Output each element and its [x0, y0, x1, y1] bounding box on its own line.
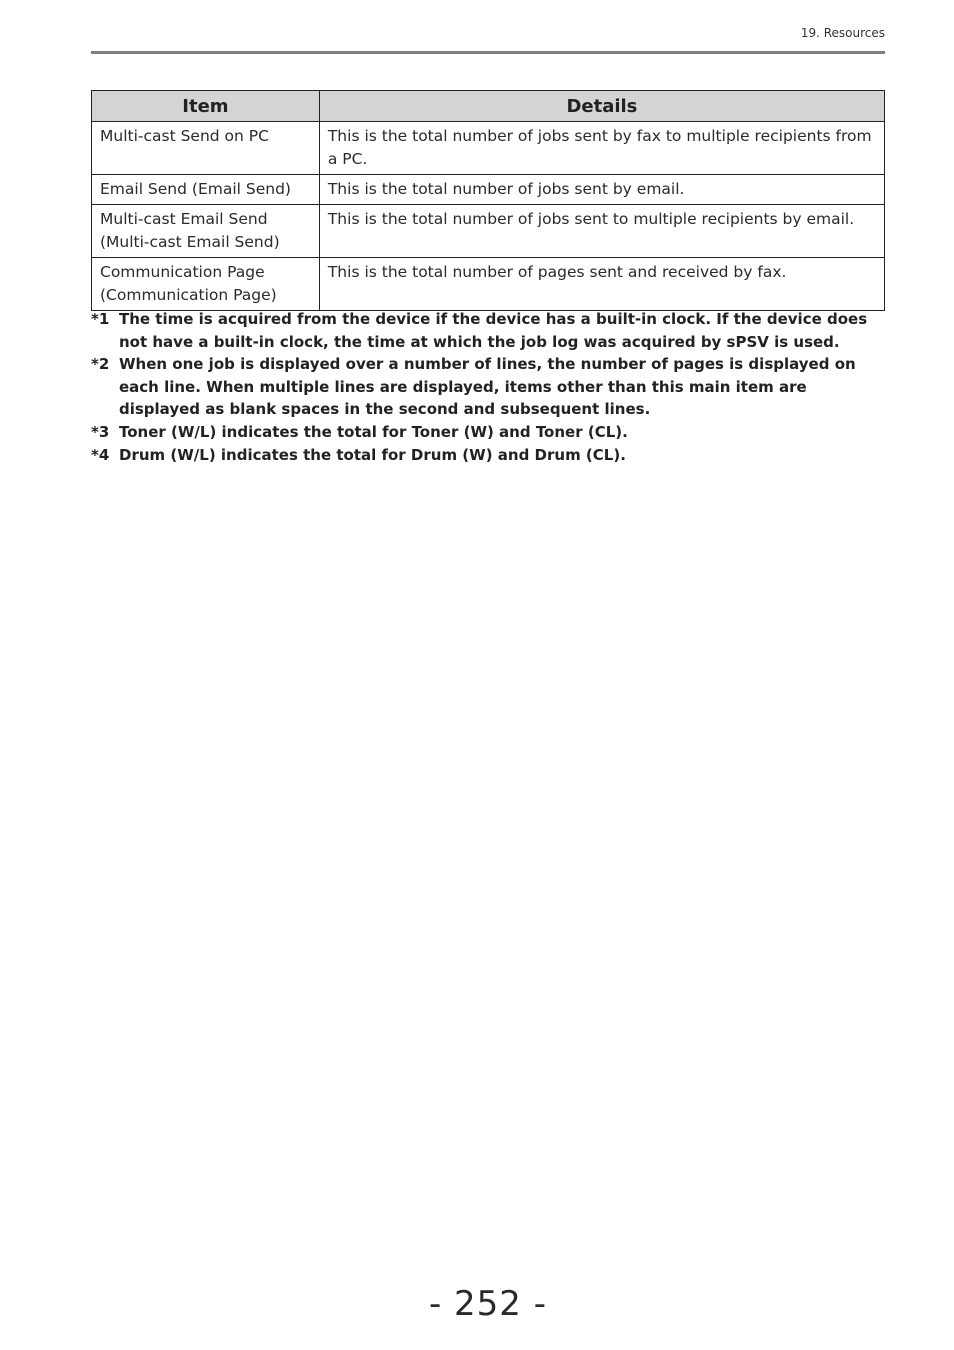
table-row [92, 258, 885, 311]
page-number: - 252 - [428, 1284, 548, 1324]
table-row [92, 175, 885, 205]
row-item: Communication Page (Communication Page) [92, 258, 320, 311]
resource-table [91, 90, 885, 311]
footnote-mark: *3 [91, 422, 110, 441]
footnote [91, 353, 891, 421]
row-item: Email Send (Email Send) [92, 175, 320, 205]
footnote-text: The time is acquired from the device if the device has a built-in clock. If the device does not have a built-in clock, the time at which the job log was acquired by sPSV is used. [119, 310, 868, 351]
row-details: This is the total number of pages sent and received by fax. [319, 258, 884, 311]
section-title: 19. Resources [800, 26, 885, 40]
footnote-text: When one job is displayed over a number of lines, the number of pages is displayed on each line. When multiple lines are displayed, items other than this main item are displayed as blank spaces in the second and subsequent lines. [119, 355, 856, 419]
footnote-text: Toner (W/L) indicates the total for Toner (W) and Toner (CL). [119, 422, 628, 441]
footnotes [91, 308, 891, 466]
footnote-mark: *1 [91, 310, 110, 328]
table-row [92, 205, 885, 258]
header-rule [91, 51, 885, 54]
column-header-details: Details [319, 91, 884, 122]
footnote-text: Drum (W/L) indicates the total for Drum (W) and Drum (CL). [119, 445, 626, 464]
row-details: This is the total number of jobs sent by fax to multiple recipients from a PC. [319, 122, 884, 175]
row-details: This is the total number of jobs sent by email. [319, 175, 884, 205]
table-row [92, 122, 885, 175]
footnote [91, 308, 891, 353]
column-header-item: Item [92, 91, 320, 122]
footnote [91, 444, 891, 467]
row-details: This is the total number of jobs sent to multiple recipients by email. [319, 205, 884, 258]
footnote-mark: *4 [91, 445, 110, 464]
row-item: Multi-cast Send on PC [92, 122, 320, 175]
row-item: Multi-cast Email Send (Multi-cast Email Send) [92, 205, 320, 258]
footnote-mark: *2 [91, 355, 110, 374]
footnote [91, 421, 891, 444]
table-header-row [92, 91, 885, 122]
page-header [91, 26, 885, 54]
